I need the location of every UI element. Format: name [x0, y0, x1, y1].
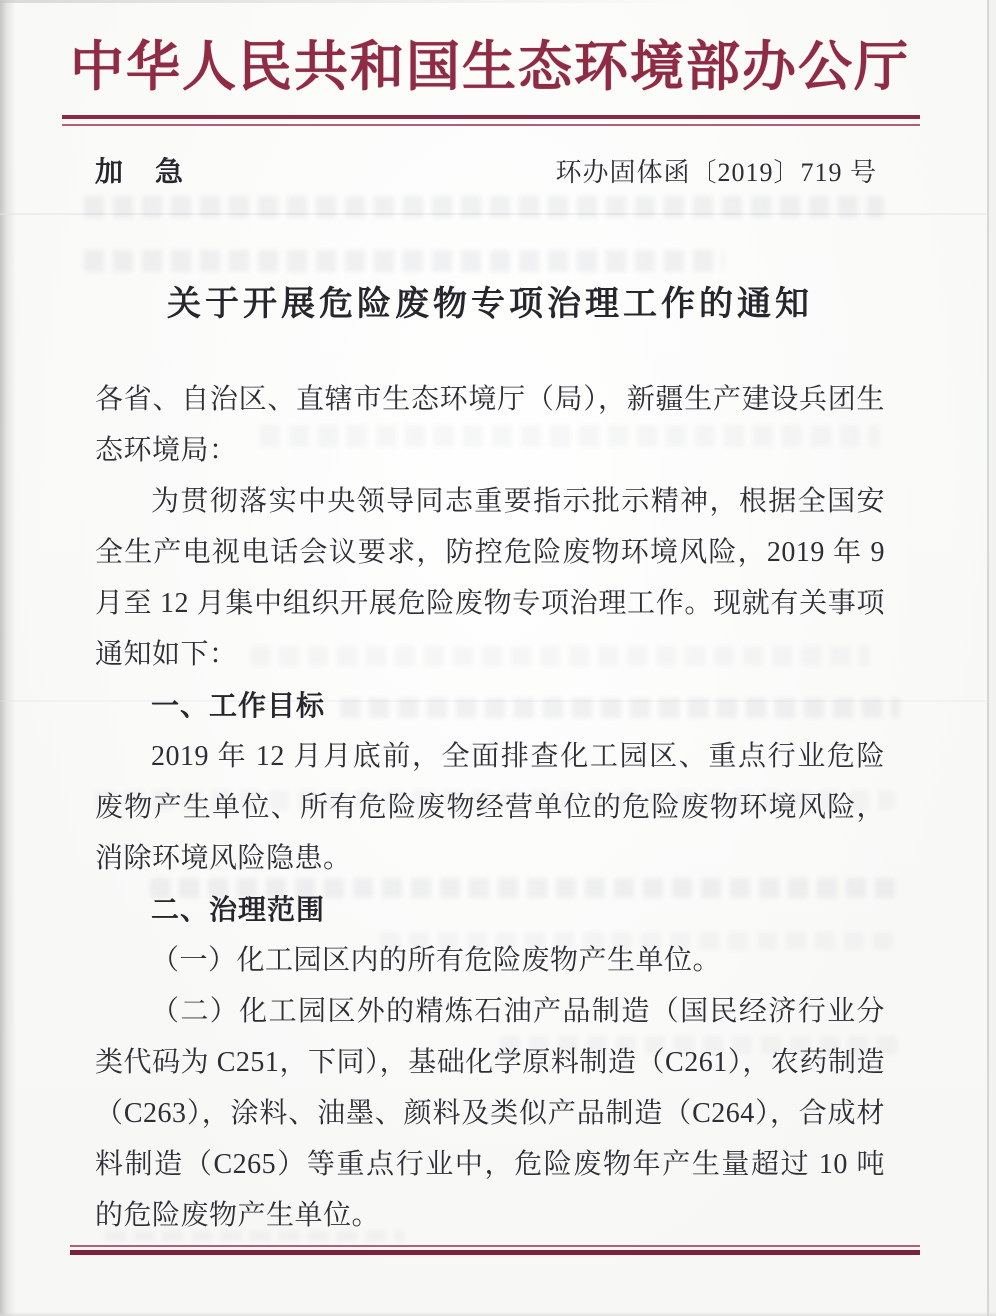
footer-divider-thick-line — [70, 1250, 920, 1255]
footer-divider — [70, 1245, 920, 1255]
section-heading-scope: 二、治理范围 — [151, 894, 326, 925]
bleed-through-artifact — [84, 250, 724, 272]
intro-paragraph: 为贯彻落实中央领导同志重要指示批示精神，根据全国安全生产电视电话会议要求，防控危险废物环境风险，2019 年 9 月至 12 月集中组织开展危险废物专项治理工作。现就有关事项通知如下： — [95, 486, 885, 670]
document-title: 关于开展危险废物专项治理工作的通知 — [167, 286, 813, 323]
letterhead-divider — [62, 115, 920, 126]
footer-divider-thin-line — [70, 1245, 920, 1247]
scan-edge-top — [0, 0, 697, 3]
scope-item-1: （一）化工园区内的所有危险废物产生单位。 — [151, 945, 722, 976]
scan-edge-bottom — [0, 1312, 996, 1316]
document-body — [95, 374, 885, 1241]
scan-page-fold-line — [987, 0, 989, 1316]
section-heading-work-goal: 一、工作目标 — [151, 690, 326, 721]
work-goal-paragraph: 2019 年 12 月月底前，全面排查化工园区、重点行业危险废物产生单位、所有危险废物经营单位的危险废物环境风险，消除环境风险隐患。 — [95, 741, 885, 874]
letterhead-divider-thick-line — [62, 115, 920, 119]
letterhead-divider-thin-line — [62, 124, 920, 126]
meta-row — [95, 150, 877, 190]
salutation: 各省、自治区、直辖市生态环境厅（局），新疆生产建设兵团生态环境局： — [95, 384, 885, 466]
scan-edge-right — [989, 0, 996, 1316]
scan-edge-left — [0, 0, 16, 1316]
scope-item-2: （二）化工园区外的精炼石油产品制造（国民经济行业分类代码为 C251，下同），基础化学原料制造（C261），农药制造（C263），涂料、油墨、颜料及类似产品制造（C264），合成材料制造（C265）等重点行业中，危险废物年产生量超过 10 吨的危险废物产生单位。 — [95, 996, 885, 1231]
bleed-through-artifact — [84, 196, 884, 218]
letterhead-title: 中华人民共和国生态环境部办公厅 — [70, 37, 910, 97]
urgency-label: 加 急 — [95, 156, 186, 187]
document-number: 环办固体函〔2019〕719 号 — [555, 157, 877, 187]
